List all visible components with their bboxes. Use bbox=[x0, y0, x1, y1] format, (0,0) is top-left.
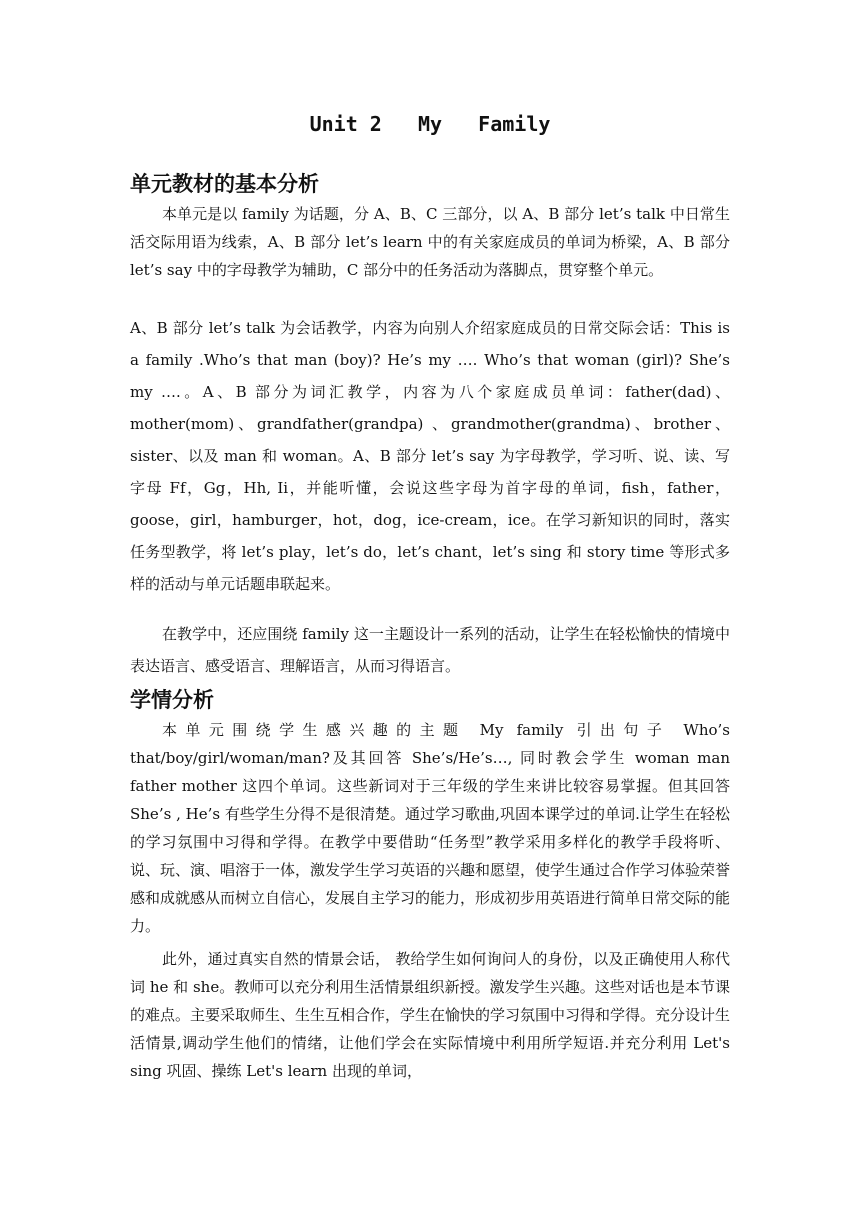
document-title: Unit 2 My Family bbox=[309, 112, 551, 136]
paragraph-teaching-note: 在教学中，还应围绕 family 这一主题设计一系列的活动，让学生在轻松愉快的情境中表达语言、感受语言、理解语言，从而习得语言。 bbox=[130, 625, 730, 675]
paragraph-additional-methods: 此外，通过真实自然的情景会话， 教给学生如何询问人的身份，以及正确使用人称代词 he 和 she。教师可以充分利用生活情景组织新授。激发学生兴趣。这些对话也是本节课的难点。主要采取师生、生生互相合作，学生在愉快的学习氛围中习得和学得。充分设计生活情景,调动学生他们的情绪，让他们学会在实际情境中利用所学短语.并充分利用 Let's sing 巩固、操练 Let's learn 出现的单词， bbox=[130, 950, 731, 1080]
paragraph-content-details: A、B 部分 let’s talk 为会话教学，内容为向别人介绍家庭成员的日常交际会话：This is a family .Who’s that man (boy)? He’s my …. Who’s that woman (girl)? She’s my ….。A、B 部分为词汇教学，内容为八个家庭成员单词：father(dad)、mother(mom)、grandfather(grandpa) 、grandmother(grandma)、brother、sister、以及 man 和 woman。A、B 部分 let’s say 为字母教学，学习听、说、读、写字母 Ff，Gg，Hh, Ii，并能听懂，会说这些字母为首字母的单词，fish，father，goose，girl，hamburger，hot，dog，ice-cream，ice。在学习新知识的同时，落实任务型教学，将 let’s play，let’s do，let’s chant，let’s sing 和 story time 等形式多样的活动与单元话题串联起来。 bbox=[130, 319, 730, 593]
paragraph-overview: 本单元是以 family 为话题，分 A、B、C 三部分，以 A、B 部分 let’s talk 中日常生活交际用语为线索，A、B 部分 let’s learn 中的有关家庭成员的单词为桥梁，A、B 部分 let’s say 中的字母教学为辅助，C 部分中的任务活动为落脚点，贯穿整个单元。 bbox=[130, 205, 730, 279]
paragraph-learner-situation: 本单元围绕学生感兴趣的主题 My family 引出句子 Who’s that/boy/girl/woman/man?及其回答 She’s/He’s…, 同时教会学生 woman man father mother 这四个单词。这些新词对于三年级的学生来讲比较容易掌握。但其回答 She’s , He’s 有些学生分得不是很清楚。通过学习歌曲,巩固本课学过的单词.让学生在轻松的学习氛围中习得和学得。在教学中要借助“任务型”教学采用多样化的教学手段将听、说、玩、演、唱溶于一体，激发学生学习英语的兴趣和愿望，使学生通过合作学习体验荣誉感和成就感从而树立自信心，发展自主学习的能力，形成初步用英语进行简单日常交际的能力。 bbox=[130, 721, 731, 935]
section-heading-material-analysis: 单元教材的基本分析 bbox=[130, 172, 319, 196]
section-heading-learner-analysis: 学情分析 bbox=[130, 688, 214, 712]
